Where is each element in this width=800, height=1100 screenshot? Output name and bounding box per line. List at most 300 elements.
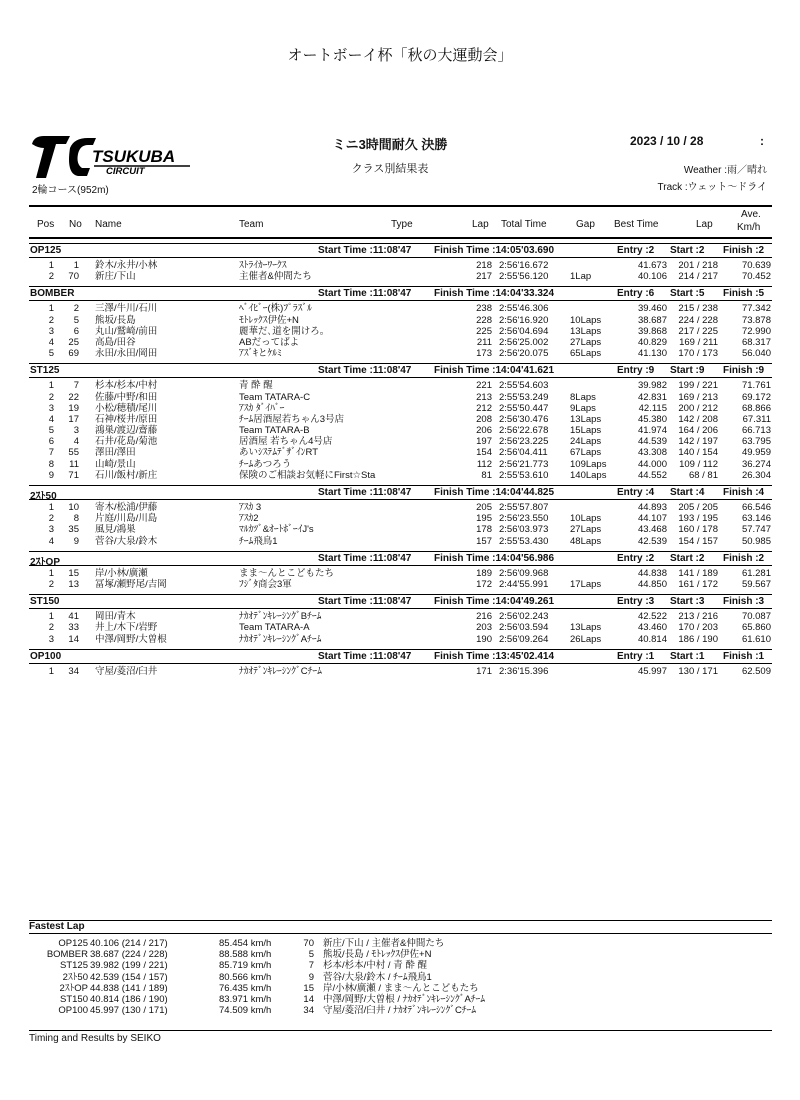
cell-best-lap: 170 / 173 — [678, 348, 718, 360]
table-row — [29, 348, 772, 359]
cell-gap: 8Laps — [570, 391, 596, 403]
class-start-time: Start Time :11:08'47 — [318, 365, 412, 377]
table-row — [29, 634, 772, 645]
cell-name: 井上/木下/岩野 — [95, 622, 158, 634]
cell-no: 8 — [73, 513, 79, 525]
cell-total-time: 2:56'09.264 — [499, 633, 549, 645]
cell-no: 41 — [68, 611, 79, 623]
cell-no: 55 — [68, 447, 79, 459]
cell-lap: 173 — [476, 348, 492, 360]
cell-no: 17 — [68, 413, 79, 425]
fastest-lap-row — [29, 1005, 772, 1016]
class-name: OP125 — [30, 245, 62, 256]
col-gap: Gap — [576, 219, 595, 230]
cell-name: 澤田/澤田 — [95, 447, 136, 459]
class-section — [29, 485, 772, 547]
cell-lap: 189 — [476, 567, 492, 579]
cell-pos: 1 — [48, 260, 54, 271]
track-label: Track :ウェット～ドライ — [657, 182, 767, 193]
cell-no: 33 — [68, 622, 79, 634]
cell-pos: 1 — [48, 567, 54, 579]
cell-no: 34 — [68, 665, 79, 677]
cell-lap: 203 — [476, 622, 492, 634]
cell-team: ｱｽｶ 3 — [239, 502, 262, 513]
cell-pos: 2 — [48, 513, 54, 525]
cell-pos: 5 — [48, 348, 54, 360]
cell-lap: 216 — [476, 611, 492, 623]
fastest-class: ST150 — [60, 993, 88, 1005]
cell-name: 三澤/牛川/石川 — [95, 303, 158, 315]
cell-team: 居酒屋 若ちゃん4号店 — [239, 436, 333, 448]
cell-name: 新庄/下山 — [95, 271, 136, 283]
fastest-rider-team: 守屋/菱沼/臼井 / ﾅｶｵﾃﾞﾝｷﾚｰｼﾝｸﾞCﾁｰﾑ — [323, 1005, 477, 1017]
fastest-speed: 85.719 km/h — [219, 960, 272, 972]
cell-total-time: 2:55'56.120 — [499, 271, 549, 283]
cell-ave: 77.342 — [741, 303, 771, 315]
class-started: Start :2 — [670, 245, 705, 256]
cell-pos: 7 — [48, 447, 54, 459]
race-subtitle: クラス別結果表 — [351, 163, 429, 175]
cell-best-lap: 193 / 195 — [678, 513, 718, 525]
cell-no: 10 — [68, 502, 79, 513]
cell-pos: 4 — [48, 336, 54, 348]
class-entry: Entry :6 — [617, 288, 655, 300]
fastest-lap-title: Fastest Lap — [29, 920, 772, 934]
cell-no: 5 — [73, 314, 79, 326]
cell-ave: 70.639 — [741, 260, 771, 271]
class-name: 2ｽﾄOP — [30, 556, 61, 568]
fastest-rider-team: 中澤/岡野/大曽根 / ﾅｶｵﾃﾞﾝｷﾚｰｼﾝｸﾞAﾁｰﾑ — [323, 993, 486, 1005]
weather-label: Weather :雨／晴れ — [683, 165, 767, 176]
fastest-rider-team: 杉本/杉本/中村 / 青 酔 醒 — [323, 960, 427, 972]
cell-total-time: 2:56'04.411 — [499, 447, 548, 459]
fastest-class: OP100 — [58, 1005, 88, 1017]
class-section — [29, 551, 772, 590]
class-start-time: Start Time :11:08'47 — [318, 487, 412, 498]
fastest-no: 9 — [308, 971, 314, 983]
cell-gap: 48Laps — [570, 535, 602, 547]
table-row — [29, 579, 772, 590]
cell-ave: 61.610 — [741, 633, 771, 645]
class-header — [29, 243, 772, 258]
cell-ave: 68.866 — [741, 402, 771, 414]
cell-best-time: 38.687 — [637, 314, 667, 326]
cell-best-time: 39.460 — [637, 303, 667, 315]
class-entry: Entry :2 — [617, 552, 655, 564]
cell-no: 22 — [68, 391, 79, 403]
cell-lap: 217 — [476, 271, 492, 283]
cell-best-lap: 201 / 218 — [678, 260, 718, 271]
cell-ave: 56.040 — [741, 348, 771, 360]
race-time-colon: : — [760, 134, 764, 148]
class-header — [29, 594, 772, 609]
class-finish-time: Finish Time :14:05'03.690 — [434, 245, 555, 256]
footer-credit: Timing and Results by SEIKO — [29, 1033, 161, 1044]
cell-gap: 27Laps — [570, 336, 602, 348]
cell-pos: 6 — [48, 436, 54, 448]
class-name: ST125 — [30, 365, 60, 377]
cell-gap: 109Laps — [570, 458, 607, 470]
cell-total-time: 2:55'54.603 — [499, 380, 549, 392]
cell-lap: 205 — [476, 502, 492, 513]
cell-name: 岸/小林/廣瀬 — [95, 567, 148, 579]
cell-pos: 3 — [48, 325, 54, 337]
cell-best-lap: 130 / 171 — [678, 665, 718, 677]
cell-pos: 1 — [48, 611, 54, 623]
fastest-time: 39.982 (199 / 221) — [90, 960, 168, 972]
cell-lap: 221 — [476, 380, 492, 392]
cell-lap: 171 — [476, 665, 492, 677]
cell-team: ﾍﾞｲﾋﾞｰ(株)ﾌﾟﾗｽﾞﾙ — [239, 303, 312, 315]
logo-sub: CIRCUIT — [106, 166, 145, 177]
cell-name: 守屋/菱沼/臼井 — [95, 665, 158, 677]
cell-total-time: 2:56'09.968 — [499, 567, 549, 579]
fastest-lap-row — [29, 972, 772, 983]
race-date: 2023 / 10 / 28 — [630, 134, 704, 148]
cell-best-lap: 224 / 228 — [678, 314, 718, 326]
class-section — [29, 363, 772, 481]
cell-total-time: 2:56'30.476 — [499, 413, 549, 425]
class-entry: Entry :3 — [617, 596, 655, 608]
cell-team: Team TATARA-C — [239, 391, 311, 403]
cell-best-lap: 205 / 205 — [678, 502, 718, 513]
class-start-time: Start Time :11:08'47 — [318, 650, 412, 662]
class-started: Start :5 — [670, 288, 705, 300]
class-finish-time: Finish Time :14:04'33.324 — [434, 288, 555, 300]
cell-ave: 73.878 — [741, 314, 771, 326]
cell-ave: 71.761 — [741, 380, 771, 392]
col-ave: Ave. — [741, 209, 761, 220]
cell-no: 35 — [68, 524, 79, 536]
cell-best-lap: 140 / 154 — [678, 447, 718, 459]
cell-name: 鈴木/永井/小林 — [95, 260, 158, 271]
cell-no: 7 — [73, 380, 79, 392]
cell-team: 保険のご相談お気軽にFirst☆Sta — [239, 469, 376, 481]
cell-lap: 112 — [476, 458, 492, 470]
fastest-lap-row — [29, 960, 772, 971]
fastest-lap-row — [29, 983, 772, 994]
cell-name: 片庭/川島/川島 — [95, 513, 158, 525]
col-ave-unit: Km/h — [737, 222, 761, 233]
cell-total-time: 2:55'57.807 — [499, 502, 549, 513]
cell-total-time: 2:55'53.430 — [499, 535, 549, 547]
cell-name: 風見/鴻巣 — [95, 524, 136, 536]
cell-lap: 154 — [476, 447, 492, 459]
cell-no: 19 — [68, 402, 79, 414]
class-name: 2ｽﾄ50 — [30, 491, 57, 502]
class-header — [29, 286, 772, 301]
cell-pos: 1 — [48, 502, 54, 513]
cell-no: 69 — [68, 348, 79, 360]
cell-name: 佐藤/中野/和田 — [95, 391, 158, 403]
cell-best-time: 43.460 — [637, 622, 667, 634]
cell-best-lap: 217 / 225 — [678, 325, 718, 337]
class-finished: Finish :2 — [723, 552, 765, 564]
table-row — [29, 459, 772, 470]
table-row — [29, 380, 772, 391]
fastest-no: 15 — [303, 982, 314, 994]
cell-pos: 3 — [48, 633, 54, 645]
cell-ave: 66.713 — [741, 425, 771, 437]
col-lap: Lap — [472, 219, 489, 230]
cell-gap: 13Laps — [570, 622, 602, 634]
fastest-no: 34 — [303, 1005, 314, 1017]
cell-best-lap: 215 / 238 — [678, 303, 718, 315]
cell-no: 14 — [68, 633, 79, 645]
cell-lap: 195 — [476, 513, 492, 525]
table-row — [29, 568, 772, 579]
cell-team: ｱｽｶ2 — [239, 513, 259, 525]
cell-pos: 2 — [48, 622, 54, 634]
col-type: Type — [391, 219, 413, 230]
cell-best-time: 45.997 — [637, 665, 667, 677]
class-started: Start :9 — [670, 365, 705, 377]
fastest-no: 14 — [303, 993, 314, 1005]
cell-team: 青 酔 醒 — [239, 380, 273, 392]
fastest-rider-team: 熊坂/長島 / ﾓﾄﾚｯｸｽ伊佐+N — [323, 949, 432, 961]
cell-ave: 63.146 — [741, 513, 771, 525]
class-header — [29, 551, 772, 566]
cell-name: 小松/穂積/尾川 — [95, 402, 158, 414]
cell-gap: 24Laps — [570, 436, 602, 448]
class-finish-time: Finish Time :14:04'56.986 — [434, 552, 555, 564]
fastest-class: ST125 — [60, 960, 88, 972]
cell-gap: 10Laps — [570, 513, 602, 525]
cell-team: ﾁｰﾑ飛鳥1 — [239, 535, 278, 547]
fastest-class: BOMBER — [46, 949, 88, 961]
fastest-lap-row — [29, 994, 772, 1005]
fastest-time: 38.687 (224 / 228) — [90, 949, 168, 961]
cell-team: ﾌｼﾞﾀ商会3軍 — [239, 578, 292, 590]
class-entry: Entry :1 — [617, 650, 655, 662]
cell-no: 9 — [73, 535, 79, 547]
class-finish-time: Finish Time :14:04'41.621 — [434, 365, 555, 377]
cell-lap: 197 — [476, 436, 492, 448]
cell-total-time: 2:56'02.243 — [499, 611, 549, 623]
table-row — [29, 303, 772, 314]
class-header — [29, 485, 772, 500]
cell-gap: 10Laps — [570, 314, 602, 326]
cell-team: ﾁｰﾑ居酒屋若ちゃん3号店 — [239, 413, 345, 425]
table-row — [29, 271, 772, 282]
cell-pos: 3 — [48, 402, 54, 414]
cell-team: Team TATARA-B — [239, 425, 310, 437]
cell-best-time: 44.850 — [637, 578, 667, 590]
cell-best-time: 40.106 — [637, 271, 667, 283]
cell-team: ﾓﾄﾚｯｸｽ伊佐+N — [239, 314, 299, 326]
cell-total-time: 2:56'03.973 — [499, 524, 549, 536]
cell-lap: 81 — [481, 469, 492, 481]
logo-brand: TSUKUBA — [92, 147, 176, 166]
cell-name: 山崎/景山 — [95, 458, 136, 470]
class-name: BOMBER — [30, 288, 75, 300]
cell-gap: 13Laps — [570, 413, 602, 425]
table-row — [29, 337, 772, 348]
cell-best-lap: 213 / 216 — [678, 611, 718, 623]
cell-no: 4 — [73, 436, 79, 448]
cell-best-time: 44.539 — [637, 436, 667, 448]
cell-gap: 17Laps — [570, 578, 602, 590]
cell-ave: 70.087 — [741, 611, 771, 623]
fastest-rider-team: 岸/小林/廣瀬 / まま～んとこどもたち — [323, 982, 479, 994]
class-start-time: Start Time :11:08'47 — [318, 245, 412, 256]
cell-total-time: 2:56'25.002 — [499, 336, 549, 348]
class-start-time: Start Time :11:08'47 — [318, 288, 412, 300]
cell-best-time: 44.838 — [637, 567, 667, 579]
cell-lap: 213 — [476, 391, 492, 403]
fastest-speed: 88.588 km/h — [219, 949, 272, 961]
cell-team: 麗華だ､道を開けろ｡ — [239, 325, 325, 337]
fastest-rider-team: 新庄/下山 / 主催者&仲間たち — [323, 938, 445, 949]
fastest-speed: 85.454 km/h — [219, 938, 272, 949]
cell-name: 石川/飯村/新庄 — [95, 469, 158, 481]
fastest-time: 42.539 (154 / 157) — [90, 971, 168, 983]
fastest-time: 45.997 (130 / 171) — [90, 1005, 168, 1017]
cell-name: 冨塚/瀬野尾/吉岡 — [95, 578, 167, 590]
cell-best-lap: 160 / 178 — [678, 524, 718, 536]
cell-name: 石井/花島/菊池 — [95, 436, 158, 448]
class-started: Start :4 — [670, 487, 705, 498]
fastest-lap-row — [29, 938, 772, 949]
table-row — [29, 326, 772, 337]
cell-ave: 61.281 — [741, 567, 771, 579]
class-section — [29, 243, 772, 282]
table-row — [29, 403, 772, 414]
fastest-time: 40.106 (214 / 217) — [90, 938, 168, 949]
cell-no: 13 — [68, 578, 79, 590]
cell-best-time: 44.552 — [637, 469, 667, 481]
table-row — [29, 414, 772, 425]
cell-pos: 2 — [48, 271, 54, 283]
class-name: ST150 — [30, 596, 60, 608]
col-no: No — [69, 219, 82, 230]
cell-pos: 4 — [48, 413, 54, 425]
race-title: ミニ3時間耐久 決勝 — [332, 137, 448, 152]
cell-lap: 238 — [476, 303, 492, 315]
cell-best-lap: 154 / 157 — [678, 535, 718, 547]
cell-best-lap: 142 / 197 — [678, 436, 718, 448]
cell-pos: 1 — [48, 380, 54, 392]
class-started: Start :3 — [670, 596, 705, 608]
fastest-speed: 74.509 km/h — [219, 1005, 272, 1017]
cell-name: 熊坂/長島 — [95, 314, 136, 326]
cell-pos: 2 — [48, 314, 54, 326]
cell-team: あいｼｽﾃﾑﾃﾞｻﾞｲﾝRT — [239, 447, 318, 459]
cell-ave: 59.567 — [741, 578, 771, 590]
cell-name: 中澤/岡野/大曽根 — [95, 633, 167, 645]
cell-gap: 15Laps — [570, 425, 602, 437]
cell-pos: 8 — [48, 458, 54, 470]
cell-team: ﾅｶｵﾃﾞﾝｷﾚｰｼﾝｸﾞBﾁｰﾑ — [239, 611, 322, 623]
cell-no: 1 — [73, 260, 79, 271]
cell-gap: 13Laps — [570, 325, 602, 337]
cell-name: 石神/桜井/原田 — [95, 413, 158, 425]
cell-best-lap: 199 / 221 — [678, 380, 718, 392]
cell-lap: 157 — [476, 535, 492, 547]
fastest-time: 44.838 (141 / 189) — [90, 982, 168, 994]
cell-name: 永田/永田/岡田 — [95, 348, 158, 360]
cell-best-lap: 164 / 206 — [678, 425, 718, 437]
cell-no: 15 — [68, 567, 79, 579]
fastest-speed: 83.971 km/h — [219, 993, 272, 1005]
table-row — [29, 315, 772, 326]
cell-best-time: 42.539 — [637, 535, 667, 547]
cell-best-time: 41.974 — [637, 425, 667, 437]
cell-total-time: 2:55'46.306 — [499, 303, 549, 315]
cell-best-lap: 141 / 189 — [678, 567, 718, 579]
cell-best-time: 44.893 — [637, 502, 667, 513]
cell-best-time: 41.130 — [637, 348, 667, 360]
cell-no: 3 — [73, 425, 79, 437]
cell-total-time: 2:56'16.672 — [499, 260, 549, 271]
cell-gap: 27Laps — [570, 524, 602, 536]
class-started: Start :2 — [670, 552, 705, 564]
cell-ave: 62.509 — [741, 665, 771, 677]
cell-ave: 70.452 — [741, 271, 771, 283]
class-name: OP100 — [30, 650, 62, 662]
cell-lap: 218 — [476, 260, 492, 271]
cell-pos: 5 — [48, 425, 54, 437]
cell-lap: 206 — [476, 425, 492, 437]
fastest-no: 70 — [303, 938, 314, 949]
cell-ave: 72.990 — [741, 325, 771, 337]
table-row — [29, 260, 772, 271]
class-entry: Entry :4 — [617, 487, 655, 498]
fastest-class: OP125 — [58, 938, 88, 949]
cell-best-lap: 186 / 190 — [678, 633, 718, 645]
col-pos: Pos — [37, 219, 55, 230]
cell-pos: 1 — [48, 665, 54, 677]
cell-gap: 67Laps — [570, 447, 602, 459]
col-best-time: Best Time — [614, 219, 659, 230]
table-row — [29, 447, 772, 458]
cell-team: Team TATARA-A — [239, 622, 310, 634]
class-section — [29, 649, 772, 677]
cell-best-time: 44.107 — [637, 513, 667, 525]
cell-best-time: 41.673 — [637, 260, 667, 271]
cell-best-lap: 161 / 172 — [678, 578, 718, 590]
fastest-time: 40.814 (186 / 190) — [90, 993, 168, 1005]
cell-team: ｱｽｶ ﾀﾞｲﾊﾞｰ — [239, 402, 285, 414]
cell-no: 71 — [68, 469, 79, 481]
class-start-time: Start Time :11:08'47 — [318, 552, 412, 564]
col-best-lap: Lap — [696, 219, 713, 230]
class-finished: Finish :2 — [723, 245, 765, 256]
cell-ave: 26.304 — [741, 469, 771, 481]
cell-lap: 178 — [476, 524, 492, 536]
cell-lap: 228 — [476, 314, 492, 326]
cell-best-time: 45.380 — [637, 413, 667, 425]
course-label: 2輪コース(952m) — [32, 185, 109, 196]
cell-total-time: 2:55'53.610 — [499, 469, 549, 481]
footer-divider — [29, 1030, 772, 1031]
cell-best-time: 39.982 — [637, 380, 667, 392]
cell-ave: 50.985 — [741, 535, 771, 547]
cell-best-lap: 200 / 212 — [678, 402, 718, 414]
cell-lap: 172 — [476, 578, 492, 590]
table-row — [29, 513, 772, 524]
cell-best-time: 40.829 — [637, 336, 667, 348]
class-finished: Finish :9 — [723, 365, 765, 377]
cell-best-lap: 214 / 217 — [678, 271, 718, 283]
cell-name: 杉本/杉本/中村 — [95, 380, 158, 392]
cell-ave: 67.311 — [742, 413, 771, 425]
cell-name: 寄木/松浦/伊藤 — [95, 502, 158, 513]
cell-total-time: 2:55'50.447 — [499, 402, 549, 414]
col-name: Name — [95, 219, 122, 230]
cell-best-lap: 109 / 112 — [679, 458, 718, 470]
class-section — [29, 594, 772, 645]
